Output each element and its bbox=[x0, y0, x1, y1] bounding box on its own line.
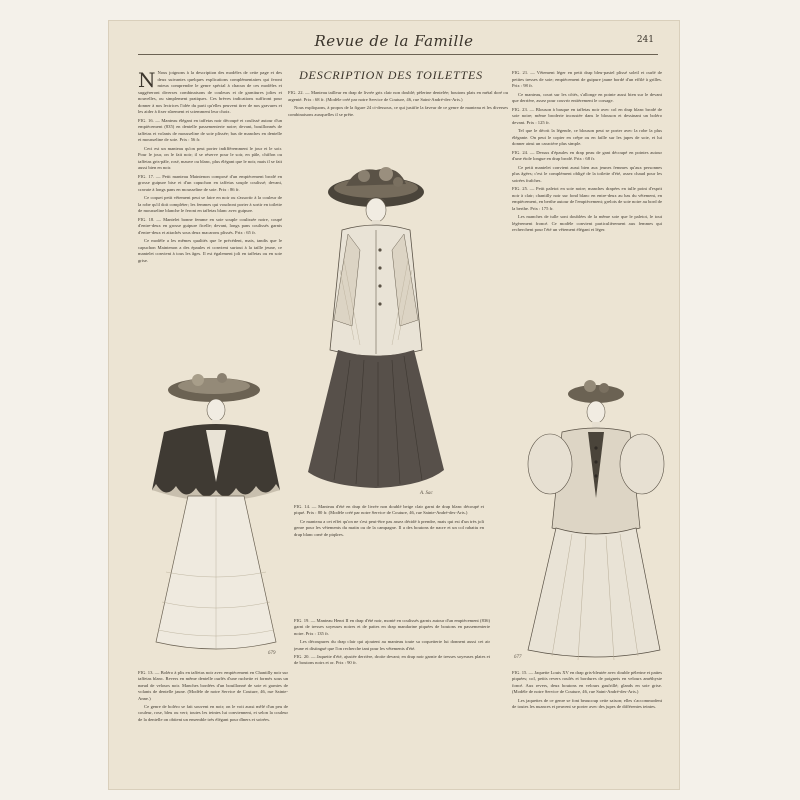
fig16-note: Ceci est un manteau qu'on peut porter indifféremment le jour et le soir. Pour le jour, on le fait noir; il se réserve pour le soir, en pâle, chiffon ou taffetas gris-pâle, rosé, mauve ou blanc, plus élégant que le noir, mais il se fait aussi bien en noir. bbox=[138, 145, 282, 170]
fig17-note: Ce coquet petit vêtement peut se faire en noir ou s'assortir à la couleur de la robe qu'il doit compléter; les femmes qui voudront porter à sortir en toilette de mousseline blanche le feront en taffetas blanc avec guipure. bbox=[138, 195, 282, 213]
fig23-note: Tel que le décrit la légende, ce blouson peut se porter avec la robe la plus élégante. On peut le copier en crêpe ou en faille sur les jupes de soie, et lui donner ainsi un caractère plus simple. bbox=[512, 128, 662, 146]
intro-text: Nous joignons à la description des modèles de cette page et des deux suivantes quelques explications complémentaires qui feront mieux comprendre le genre spécial à chacun de ces modèles et suggéreront diverses combinaisons de couleurs et de garnitures jolies et nouvelles, ou simplement pratiques. Ces brèves indications suffiront pour donner à nos lectrices l'idée du parti qu'elles peuvent tirer de nos gravures et les aider à fixer sûrement et sciemment leur choix. bbox=[138, 70, 282, 114]
figure-15-illustration bbox=[500, 378, 670, 668]
fig14-caption: FIG. 14. — Manteau d'été en drap de livrée non doublé beige clair garni de drap blanc découpé et piqué. Prix : 80 fr. (Modèle créé par notre Service de Couture, 46, rue Sainte-André-des-Arts.) bbox=[294, 504, 484, 516]
fig21-text-cont: FIG. 21. — Vêtement léger en petit drap bleu-pastel plissé soleil et ourlé de petites tresses de soie; empiècement de guipure jaune bordé d'un effilé à grilles. Prix : 98 fr. bbox=[512, 70, 662, 88]
figure-number-677: 677 bbox=[514, 655, 522, 660]
magazine-page bbox=[108, 20, 680, 790]
fig14-note: Ce manteau a cet effet qu'on ne s'est peut-être pas assez décidé à prendre, mais qui est d'un très joli genre pour les vêtements du matin ou de la campagne. Il a des boutons de nacre et un col rabattu en drap blanc orné de piqûres. bbox=[294, 518, 484, 537]
fig18-note: Ce modèle a les mêmes qualités que le précédent, mais, tandis que le capuchon Maintenon a des épaules et convient surtout à la taille jeune, ce mantelet convient à tous les âges. Il est également joli en taffetas ou en soie grise. bbox=[138, 238, 282, 263]
fig20-caption: FIG. 20. — Jaquette d'été, ajustée derrière, droite devant; en drap noir garnie de tresses soyeuses plates et de boutons noirs et or. Prix : 90 fr. bbox=[294, 654, 490, 666]
fig23-text: FIG. 23. — Blouson à basque en taffetas noir avec col en drap blanc brodé de soie noire; même broderie incrustée dans le blouson et dessinant un boléro devant. Prix : 125 fr. bbox=[512, 106, 662, 125]
figure-number-679: 679 bbox=[268, 651, 276, 656]
fig22-text: FIG. 22. — Manteau tailleur en drap de livrée gris clair non doublé; pèlerine dentelée; boutons plats en métal doré ou argenté. Prix : 68 fr. (Modèle créé par notre Service de Couture, 46, rue Saint-André-des-Arts.) bbox=[288, 90, 508, 102]
section-heading: DESCRIPTION DES TOILETTES bbox=[299, 68, 483, 82]
fig21-note: Ce manteau, court sur les côtés, s'allonge en pointe aussi bien sur le devant que derrière, assez pour couvrir entièrement le corsage. bbox=[512, 91, 662, 103]
figure-13-caption-block bbox=[138, 670, 288, 786]
fig13-note: Ce genre de boléro se fait souvent en noir; on le voit aussi mêlé d'un peu de couleur, rose, bleu ou vert; toutes les teintes lui conviennent, et selon la couleur de la dentelle on obtient un ensemble très élégant pour dîners et soirées. bbox=[138, 704, 288, 722]
fig25-text: FIG. 25. — Petit paletot en soie noire; manches drapées en tulle point d'esprit noir à clair; chantilly noir sur fond blanc en entre-deux au bas du vêtement, en empiècement, en berthe autour de l'empiècement; grelots de soie noire au bord de la berthe. Prix : 175 fr. bbox=[512, 186, 662, 211]
fig17-text: FIG. 17. — Petit manteau Maintenon composé d'un empiècement brodé en grosse guipure bise et d'un capuchon en taffetas souple coulissé; devant, cravate à longs pans en mousseline de soie. Prix : 86 fr. bbox=[138, 173, 282, 192]
fig16-text: FIG. 16. — Manteau élégant en taffetas noir découpé et coulissé autour d'un empiècement (835) en dentelle passementerie noire; devant, bouillonnés de taffetas et volants de mousseline de soie plissée; bas de manches en dentelle et mousseline de soie. Prix : 56 fr. bbox=[138, 117, 282, 142]
center-top-text bbox=[288, 90, 508, 154]
figure-14-caption-block bbox=[294, 504, 484, 616]
fig13-caption: FIG. 13. — Boléro à plis en taffetas noir avec empiècement en Chantilly noir sur taffetas blanc. Revers en même dentelle ourlés d'une ruchette et formés sous un nœud de velours noir. Manches bordées d'un bouillonné de soie et garnies de volants de dentelle jaune. (Modèle de notre Service de Couture, 46, rue Sainte-Anne.) bbox=[138, 670, 288, 701]
figure-15-caption-block bbox=[512, 670, 662, 786]
masthead: Revue de la Famille bbox=[314, 32, 474, 50]
fig24-text: FIG. 24. — Dessus d'épaules en drap peau de gant découpé en pointes autour d'une étole longue en drap brodé. Prix : 68 fr. bbox=[512, 149, 662, 161]
fig15-caption: FIG. 15. — Jaquette Louis XV en drap gris-bleutée avec double pèlerine et pattes piquées; col, petits revers roulés et bordures de poignets en velours améthyste foncé. Aux revers, deux boutons en velours gaufrillé; glands en soie grise. (Modèle de notre Service de Couture, 46, rue Saint-André-des-Arts.) bbox=[512, 670, 662, 695]
header-rule bbox=[138, 54, 658, 55]
fig18-text: FIG. 18. — Mantelet bonne femme en soie souple coulissée noire, coupé d'entre-deux en grosse guipure ficelle; devant, longs pans coulissés garnis d'entre-deux et attachés sous deux macarons plissés. Prix : 65 fr. bbox=[138, 216, 282, 235]
fig22-note: Nous expliquons, à propos de la figure 24 ci-dessous, ce qui justifie la faveur de ce genre de manteau et les diverses combinaisons auxquelles il se prête. bbox=[288, 105, 508, 117]
figure-13-illustration bbox=[136, 372, 296, 660]
page-number: 241 bbox=[636, 35, 654, 45]
fig19-caption: FIG. 19. — Manteau Henri II en drap d'été noir, monté en coulissés garnis autour d'un empiècement (836) garni de tresses soyeuses noires et de pattes en drap mandarine piquées de boutons en passementerie noire. Prix : 135 fr. bbox=[294, 618, 490, 636]
left-column-text: N Nous joignons à la description des modèles de cette page et des deux suivantes quelques explications complémentaires qui feront mieux comprendre le genre spécial à chacun de ces modèles et suggéreront diverses combinaisons de couleurs et de garnitures jolies et nouvelles, ou simplement pratiques. Ces brèves indications suffiront pour donner à nos lectrices l'idée du parti qu'elles peuvent tirer de nos gravures et les aider à fixer sûrement et sciemment leur choix. FIG. 16. — Manteau élégant en taffetas noir découpé et coulissé autour d'un empiècement (835) en dentelle passementerie noire; devant, bouillonnés de taffetas et volants de mousseline de soie plissée; bas de manches en dentelle et mousseline de soie. Prix : 56 fr. Ceci est un manteau qu'on peut porter indifféremment le jour et le soir. Pour le jour, on le fait noir; il se réserve pour le soir, en pâle, chiffon ou taffetas gris-pâle, rosé, mauve ou blanc, plus élégant que le noir, mais il se fait aussi bien en noir. FIG. 17. — Petit manteau Maintenon composé d'un empiècement brodé en grosse guipure bise et d'un capuchon en taffetas souple coulissé; devant, cravate à longs pans en mousseline de soie. Prix : 86 fr. Ce coquet petit vêtement peut se faire en noir ou s'assortir à la couleur de la robe qu'il doit compléter; les femmes qui voudront porter à sortir en toilette de mousseline blanche le feront en taffetas blanc avec guipure. FIG. 18. — Mantelet bonne femme en soie souple coulissée noire, coupé d'entre-deux en grosse guipure ficelle; devant, longs pans coulissés garnis d'entre-deux et attachés sous deux macarons plissés. Prix : 65 fr. Ce modèle a les mêmes qualités que le précédent, mais, tandis que le capuchon Maintenon a des épaules et convient surtout à la taille jeune, ce mantelet convient à tous les âges. Il est également joli en taffetas ou en soie grise. bbox=[138, 70, 282, 263]
fig15-note: Les jaquettes de ce genre se font beaucoup cette saison; elles s'accommodent de toutes les nuances et peuvent se porter avec des jupes de différentes teintes. bbox=[512, 697, 662, 710]
fig25-note: Les manches de tulle sont doublées de la même soie que le paletot, le tout légèrement froncé. Ce modèle convient particulièrement aux femmes qui recherchent pour l'été un vêtement élégant et léger. bbox=[512, 214, 662, 232]
center-bottom-text bbox=[294, 618, 490, 786]
fig24-note: Ce petit mantelet convient aussi bien aux jeunes femmes qu'aux personnes plus âgées; c'est le complément obligé de la toilette d'été, assez chaud pour les soirées fraîches. bbox=[512, 164, 662, 183]
right-column-text bbox=[512, 70, 662, 378]
fig19-note: Les découpures du drap clair qui ajoutent au manteau toute sa coquetterie lui donnent aussi cet air jeune et distingué que l'on recherche tant pour les vêtements d'été. bbox=[294, 639, 490, 651]
signature: A. Sac bbox=[420, 491, 433, 496]
figure-14-illustration bbox=[294, 150, 464, 500]
